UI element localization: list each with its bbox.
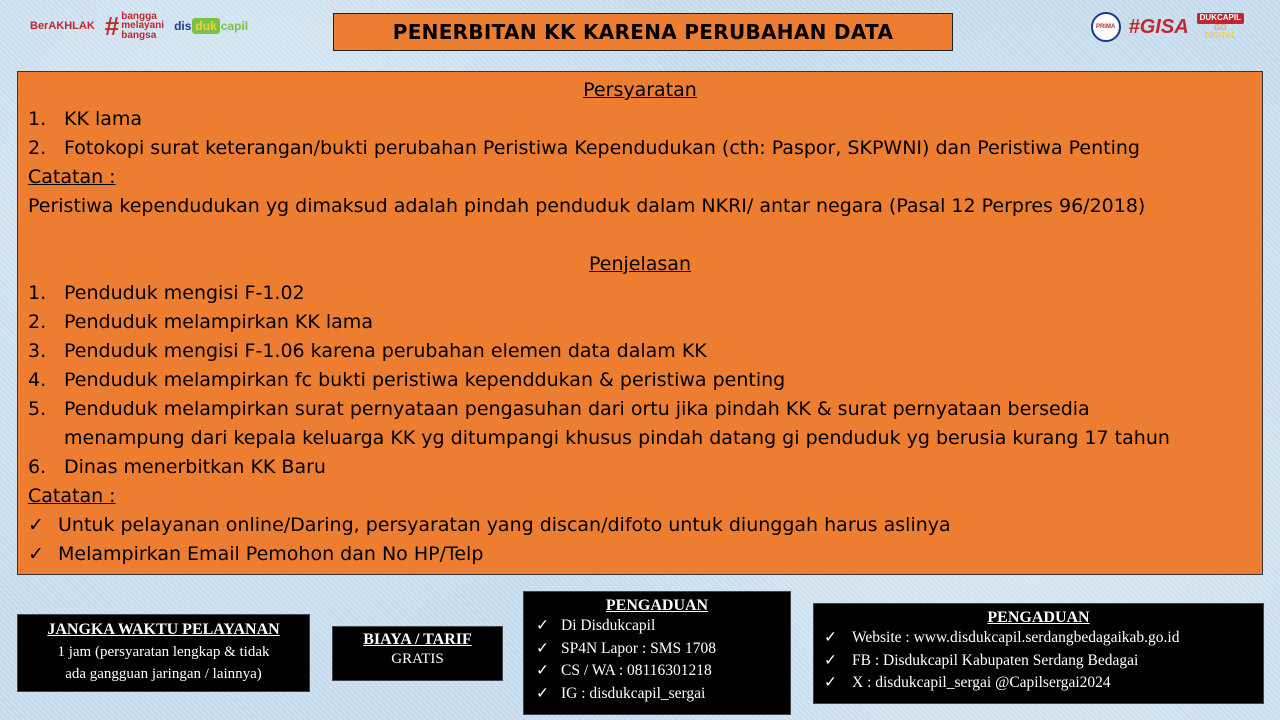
list-item: ✓ X : disdukcapil_sergai @Capilsergai2024 — [824, 672, 1263, 695]
list-item: ✓ FB : Disdukcapil Kabupaten Serdang Bedagai — [824, 650, 1263, 673]
list-item: 4. Penduduk melampirkan fc bukti peristiwa kependdukan & peristiwa penting — [28, 369, 786, 391]
page-title: PENERBITAN KK KARENA PERUBAHAN DATA — [333, 13, 953, 51]
berakhlak-logo: BerAKHLAK — [30, 19, 95, 32]
fee-box — [332, 626, 503, 681]
list-item: 2. Penduduk melampirkan KK lama — [28, 311, 373, 333]
list-item: ✓ CS / WA : 08116301218 — [536, 660, 790, 683]
list-item: 1. KK lama — [28, 108, 143, 130]
dukcapil-prima-logo: PRIMA — [1091, 12, 1121, 42]
list-item: 5. Penduduk melampirkan surat pernyataan pengasuhan dari ortu jika pindah KK & surat pernyataan bersedia — [28, 398, 1090, 420]
persyaratan-heading: Persyaratan — [583, 79, 697, 101]
list-item-continuation: menampung dari kepala keluarga KK yg ditumpangi khusus pindah datang gi penduduk yg berusia kurang 17 tahun — [64, 427, 1170, 449]
catatan-label: Catatan : — [28, 485, 116, 507]
check-icon: ✓ — [536, 639, 549, 657]
service-time-text: 1 jam (persyaratan lengkap & tidak ada gangguan jaringan / lainnya) — [57, 644, 270, 682]
check-icon: ✓ — [28, 514, 44, 536]
bangga-melayani-bangsa-logo: # bangga melayani bangsa — [104, 10, 165, 41]
complaint-heading: PENGADUAN — [987, 609, 1090, 626]
check-icon: ✓ — [536, 662, 549, 679]
complaint-box-1 — [523, 591, 791, 715]
list-item: ✓ SP4N Lapor : SMS 1708 — [536, 638, 790, 661]
note-item: ✓ Untuk pelayanan online/Daring, persyaratan yang discan/difoto untuk diunggah harus aslinya — [28, 511, 1252, 540]
service-time-heading: JANGKA WAKTU PELAYANAN — [47, 621, 280, 638]
complaint-heading: PENGADUAN — [605, 597, 709, 614]
catatan-label: Catatan : — [28, 166, 116, 188]
list-item: 1. Penduduk mengisi F-1.02 — [28, 282, 305, 304]
service-time-box — [17, 614, 310, 692]
catatan-text: Peristiwa kependudukan yg dimaksud adalah pindah penduduk dalam NKRI/ antar negara (Pasal 12 Perpres 96/2018) — [28, 195, 1146, 217]
check-icon: ✓ — [824, 629, 837, 646]
gisa-logo: #GISA — [1128, 16, 1189, 38]
penjelasan-heading: Penjelasan — [589, 253, 691, 275]
list-item: 2. Fotokopi surat keterangan/bukti perubahan Peristiwa Kependudukan (cth: Paspor, SKPWNI) dan Peristiwa Penting — [28, 137, 1140, 159]
check-icon: ✓ — [536, 684, 549, 702]
dukcapil-go-digital-logo: DUKCAPIL GO DIGITAL — [1197, 13, 1244, 40]
list-item: ✓ Website : www.disdukcapil.serdangbedagaikab.go.id — [824, 627, 1263, 650]
partner-logos-left — [30, 10, 248, 42]
check-icon: ✓ — [824, 651, 837, 669]
note-item: ✓ Melampirkan Email Pemohon dan No HP/Telp — [28, 540, 1252, 569]
complaint-box-2 — [813, 603, 1264, 704]
list-item: ✓ IG : disdukcapil_sergai — [536, 683, 790, 706]
info-panel — [17, 71, 1263, 575]
check-icon: ✓ — [28, 543, 44, 565]
list-item: 6. Dinas menerbitkan KK Baru — [28, 456, 326, 478]
fee-value: GRATIS — [391, 651, 444, 667]
list-item: 3. Penduduk mengisi F-1.06 karena perubahan elemen data dalam KK — [28, 340, 707, 362]
check-icon: ✓ — [536, 617, 549, 634]
disdukcapil-logo: dis duk capil — [174, 19, 249, 33]
partner-logos-right — [1091, 12, 1244, 42]
fee-heading: BIAYA / TARIF — [363, 631, 472, 648]
check-icon: ✓ — [824, 674, 837, 691]
list-item: ✓ Di Disdukcapil — [536, 615, 790, 638]
